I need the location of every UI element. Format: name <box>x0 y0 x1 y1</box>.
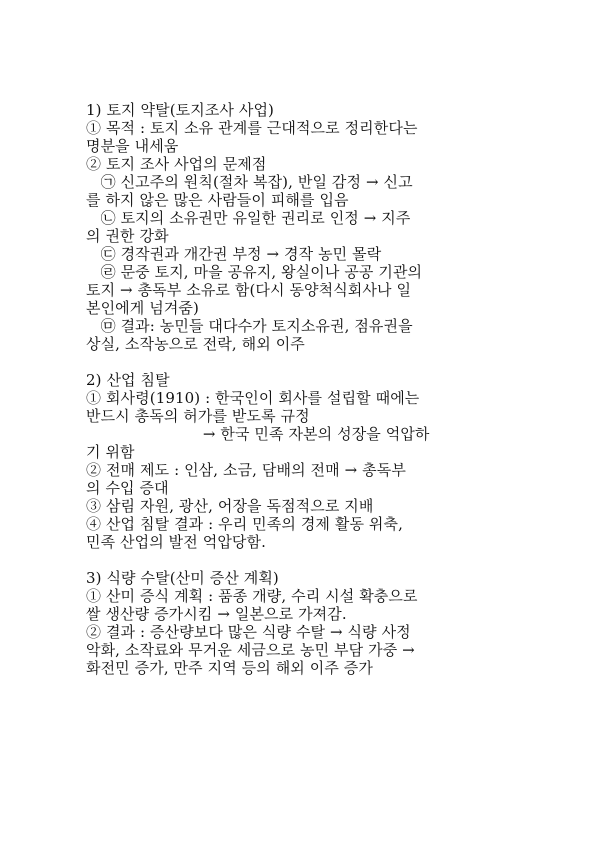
section-food-seizure <box>86 569 511 677</box>
text-line: ④ 산업 침탈 결과 : 우리 민족의 경제 활동 위축, <box>86 515 403 533</box>
text-line: ② 전매 제도 : 인삼, 소금, 담배의 전매 → 총독부 <box>86 461 406 479</box>
text-line: 를 하지 않은 많은 사람들이 피해를 입음 <box>86 191 349 209</box>
section-heading: 2) 산업 침탈 <box>86 371 170 389</box>
text-line: 명분을 내세움 <box>86 137 179 155</box>
text-line: ① 목적 : 토지 소유 관계를 근대적으로 정리한다는 <box>86 119 418 137</box>
document-page <box>86 101 511 677</box>
text-line: ② 토지 조사 사업의 문제점 <box>86 155 267 173</box>
section-land-seizure <box>86 101 511 353</box>
text-line: 의 권한 강화 <box>86 227 169 245</box>
text-line: ㉢ 경작권과 개간권 부정 → 경작 농민 몰락 <box>86 245 382 263</box>
section-industry-seizure <box>86 371 511 551</box>
text-line: 본인에게 넘겨줌) <box>86 299 199 317</box>
text-line: ㉠ 신고주의 원칙(절차 복잡), 반일 감정 → 신고 <box>86 173 413 191</box>
text-line: ② 결과 : 증산량보다 많은 식량 수탈 → 식량 사정 <box>86 623 411 641</box>
text-line: 상실, 소작농으로 전락, 해외 이주 <box>86 335 305 353</box>
text-line: ㉡ 토지의 소유권만 유일한 권리로 인정 → 지주 <box>86 209 411 227</box>
text-line: 토지 → 총독부 소유로 함(다시 동양척식회사나 일 <box>86 281 412 299</box>
text-line: 악화, 소작료와 무거운 세금으로 농민 부담 가중 → <box>86 641 415 659</box>
text-line: ③ 삼림 자원, 광산, 어장을 독점적으로 지배 <box>86 497 374 515</box>
text-line: 쌀 생산량 증가시킴 → 일본으로 가져감. <box>86 605 347 623</box>
text-line: 화전민 증가, 만주 지역 등의 해외 이주 증가 <box>86 659 373 677</box>
section-heading: 1) 토지 약탈(토지조사 사업) <box>86 101 275 119</box>
section-heading: 3) 식량 수탈(산미 증산 계획) <box>86 569 279 587</box>
text-line: ① 산미 증식 계획 : 품종 개량, 수리 시설 확충으로 <box>86 587 418 605</box>
text-line: → 한국 민족 자본의 성장을 억압하 <box>86 425 430 443</box>
text-line: 민족 산업의 발전 억압당함. <box>86 533 266 551</box>
text-line: ㉣ 문중 토지, 마을 공유지, 왕실이나 공공 기관의 <box>86 263 423 281</box>
text-line: 반드시 총독의 허가를 받도록 규정 <box>86 407 310 425</box>
text-line: ㉤ 결과: 농민들 대다수가 토지소유권, 점유권을 <box>86 317 413 335</box>
text-line: 기 위함 <box>86 443 135 461</box>
text-line: 의 수입 증대 <box>86 479 169 497</box>
text-line: ① 회사령(1910) : 한국인이 회사를 설립할 때에는 <box>86 389 420 407</box>
